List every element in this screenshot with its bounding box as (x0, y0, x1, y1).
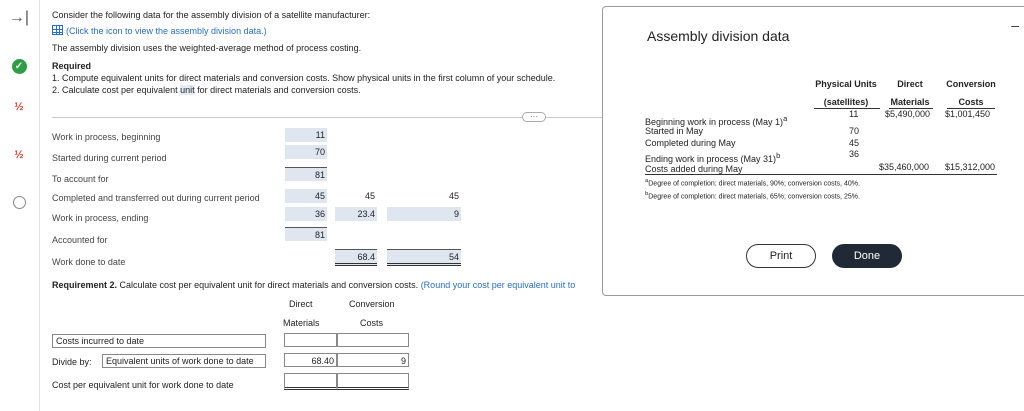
cost-per-unit-label: Cost per equivalent unit for work done to date (52, 380, 234, 390)
phys-underline (814, 108, 880, 109)
req2-highlight: unit (180, 85, 195, 95)
completed-cc: 45 (448, 191, 459, 201)
work-done-cc: 54 (387, 249, 461, 266)
minimize-icon[interactable]: – (1011, 17, 1019, 33)
footnote-a (645, 178, 860, 187)
col-physical-units-1: Physical Units (815, 79, 877, 89)
unanswered-circle-icon[interactable] (9, 192, 29, 212)
val-cc-begin: $1,001,450 (945, 109, 991, 119)
divide-dm-input[interactable]: 68.40 (284, 353, 337, 367)
sup-a: a (783, 114, 788, 123)
req2-part-b: for direct materials and conversion costs. (194, 85, 361, 95)
row-costs-added: Costs added during May (645, 164, 743, 174)
requirement-2-text (52, 85, 361, 95)
expand-ellipsis-button[interactable]: ··· (522, 112, 546, 122)
row-label-wip-end: Work in process, ending (52, 213, 149, 223)
row-label-work-done: Work done to date (52, 257, 126, 267)
val-cc-added: $15,312,000 (945, 162, 996, 172)
row-ending-wip (645, 151, 780, 164)
val-dm-added: $35,460,000 (879, 162, 930, 172)
check-dot: ✓ (12, 59, 27, 74)
val-dm-begin: $5,490,000 (885, 109, 931, 119)
data-link[interactable] (52, 25, 267, 36)
costs-incurred-dm-input[interactable] (284, 333, 337, 347)
footnote-b-sup: b (645, 191, 649, 197)
req2-text: Calculate cost per equivalent unit for direct materials and conversion costs. (117, 280, 419, 290)
divide-by-label: Divide by: (52, 357, 92, 367)
done-button[interactable]: Done (832, 244, 902, 268)
req2-heading (52, 280, 575, 290)
ring-shape (13, 196, 26, 209)
costs-added-underline (645, 174, 997, 175)
col-header-cc-2: Costs (360, 318, 384, 328)
col-cc-2: Costs (958, 97, 984, 107)
val-units-ending: 36 (849, 149, 860, 159)
wip-end-cc: 9 (387, 207, 461, 221)
completed-dm: 45 (364, 191, 375, 201)
partial-score-icon[interactable]: ½ (14, 101, 24, 113)
wip-end-units: 36 (285, 207, 327, 221)
wip-begin-units: 11 (285, 128, 327, 142)
accounted-units: 81 (285, 227, 327, 241)
footnote-a-text: Degree of completion: direct materials, 90%; conversion costs, 40%. (648, 180, 860, 188)
row-started: Started in May (645, 126, 704, 136)
completed-check-icon[interactable] (9, 56, 29, 76)
work-done-dm: 68.4 (335, 249, 377, 266)
popup-title: Assembly division data (647, 28, 790, 44)
row-label-accounted: Accounted for (52, 235, 108, 245)
footnote-b (645, 191, 860, 200)
partial-score-icon-current[interactable]: ½ (14, 149, 24, 161)
col-dm-1: Direct (897, 79, 923, 89)
footnote-a-sup: a (645, 178, 649, 184)
col-cc-1: Conversion (946, 79, 996, 89)
collapse-arrow-icon[interactable]: →| (8, 9, 30, 26)
row-label-completed: Completed and transferred out during current period (52, 193, 260, 203)
table-grid-icon[interactable] (52, 25, 63, 35)
divide-by-select[interactable]: Equivalent units of work done to date (102, 354, 266, 368)
row-completed: Completed during May (645, 138, 736, 148)
sup-b: b (776, 151, 781, 160)
assembly-data-popup (602, 6, 1024, 296)
row-label-to-account: To account for (52, 174, 109, 184)
req2-hint: (Round your cost per equivalent unit to (418, 280, 576, 290)
costs-incurred-cc-input[interactable] (337, 333, 409, 347)
row-label-started: Started during current period (52, 153, 167, 163)
required-heading: Required (52, 61, 92, 71)
wip-end-dm: 23.4 (335, 207, 377, 221)
method-text: The assembly division uses the weighted-average method of process costing. (52, 43, 362, 53)
cost-per-unit-cc-input[interactable] (337, 373, 409, 390)
data-link-text[interactable]: (Click the icon to view the assembly division data.) (66, 26, 267, 36)
row-label-wip-begin: Work in process, beginning (52, 132, 161, 142)
row-beginning-wip-label: Beginning work in process (May 1) (645, 117, 784, 127)
started-units: 70 (285, 145, 327, 159)
req2-title: Requirement 2. (52, 280, 118, 290)
col-header-dm-2: Materials (283, 318, 320, 328)
row-ending-wip-label: Ending work in process (May 31) (645, 154, 777, 164)
val-units-completed: 45 (849, 138, 860, 148)
question-area (52, 0, 612, 411)
col-header-dm-1: Direct (289, 299, 313, 309)
costs-incurred-label: Costs incurred to date (52, 334, 266, 348)
print-button[interactable]: Print (746, 244, 816, 268)
col-physical-units-2: (satellites) (823, 97, 869, 107)
col-header-cc-1: Conversion (349, 299, 395, 309)
col-dm-2: Materials (890, 97, 930, 107)
completed-units: 45 (285, 189, 327, 203)
question-nav-rail (0, 0, 40, 411)
cost-per-unit-dm-input[interactable] (284, 373, 337, 390)
to-account-units: 81 (285, 167, 327, 181)
divide-cc-input[interactable]: 9 (337, 353, 409, 367)
req2-part-a: 2. Calculate cost per equivalent (52, 85, 181, 95)
footnote-b-text: Degree of completion: direct materials, 65%; conversion costs, 25%. (648, 193, 860, 201)
intro-text: Consider the following data for the assembly division of a satellite manufacturer: (52, 10, 371, 20)
val-units-started: 70 (849, 126, 860, 136)
val-units-begin: 11 (849, 109, 859, 119)
requirement-1-text: 1. Compute equivalent units for direct materials and conversion costs. Show physical units in the first column of your schedule. (52, 73, 556, 83)
